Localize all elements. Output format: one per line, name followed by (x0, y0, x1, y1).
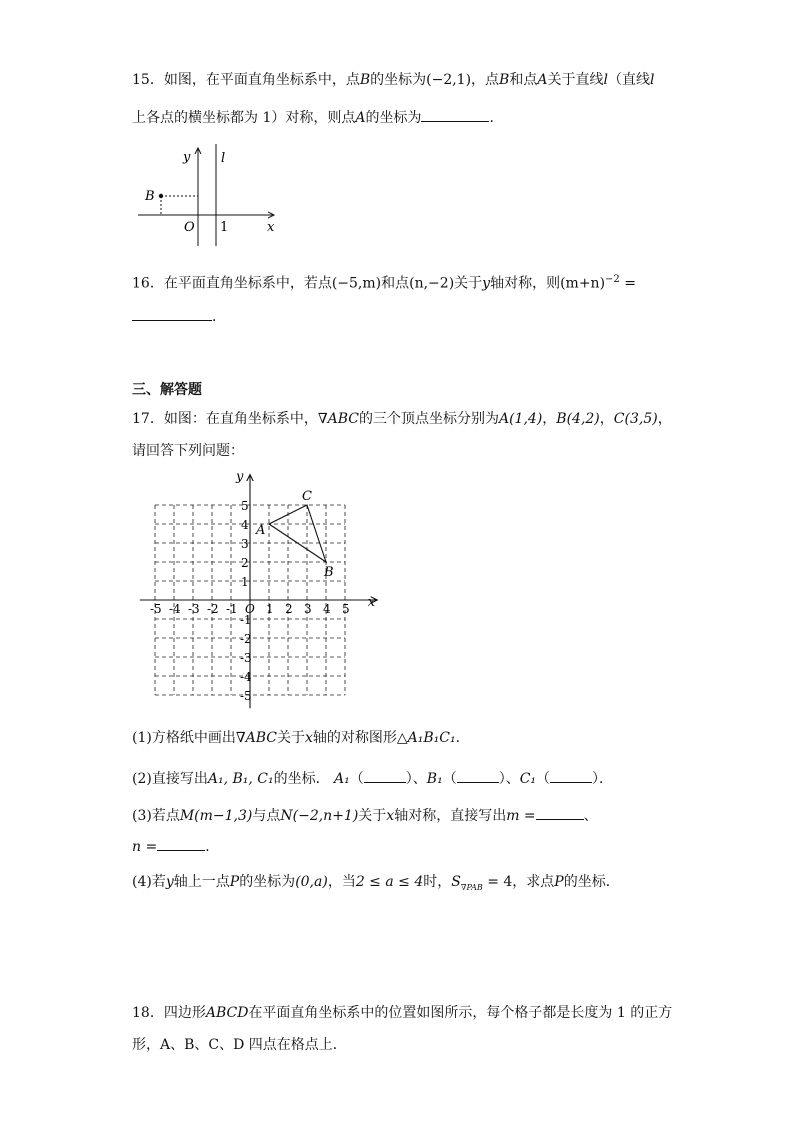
q17-n-blank[interactable] (157, 836, 205, 851)
x-tick-label: -3 (188, 602, 200, 616)
q16-line-1: 16．在平面直角坐标系中，若点(−5,m)和点(n,−2)关于y轴对称，则$(m+n)^{-2}$ = (132, 274, 636, 292)
x-tick-label: -2 (207, 602, 219, 616)
y-axis-label: y (236, 469, 244, 485)
q15-label-l: l (221, 151, 226, 166)
y-tick-label: 5 (241, 499, 249, 513)
q15-coord-b: (−2,1) (426, 72, 472, 88)
q15-point-b (159, 194, 163, 198)
q17-number: 17． (132, 411, 164, 427)
q17-b1-blank[interactable] (457, 768, 499, 783)
y-tick-label: 1 (241, 575, 249, 589)
q15-label-1: 1 (220, 220, 229, 235)
q17-m-blank[interactable] (536, 805, 584, 820)
x-tick-label: 1 (266, 602, 274, 616)
q18-line-2: 形，A、B、C、D 四点在格点上． (132, 1037, 347, 1053)
q15-figure (134, 142, 294, 252)
q18-number: 18． (132, 1005, 164, 1021)
q17-a1-blank[interactable] (364, 768, 406, 783)
y-tick-label: 2 (241, 556, 249, 570)
q15-answer-blank[interactable] (421, 107, 489, 122)
x-axis-label: x (367, 595, 376, 610)
q15-number: 15． (132, 72, 164, 88)
y-tick-label: 4 (241, 518, 249, 532)
section-title: 三、解答题 (132, 382, 202, 398)
q15-label-x: x (267, 220, 275, 235)
q17-line-2: 请回答下列问题： (132, 443, 244, 459)
q17-part-2: (2)直接写出A₁, B₁, C₁的坐标． A₁（ ）、B₁（ ）、C₁（ ）． (132, 768, 613, 789)
x-tick-label: -5 (150, 602, 162, 616)
q17-line-1: 17．如图：在直角坐标系中，∇ABC的三个顶点坐标分别为A(1,4)，B(4,2)，C(3,5)， (132, 411, 672, 427)
q15-label-b: B (145, 189, 155, 204)
y-tick-label: -4 (240, 670, 252, 684)
x-tick-label: 5 (342, 602, 350, 616)
x-tick-label: 4 (323, 602, 331, 616)
triangle-abc (269, 505, 326, 562)
q16-number: 16． (132, 275, 164, 292)
y-tick-label: -3 (240, 651, 252, 665)
q18-line-1: 18．四边形ABCD在平面直角坐标系中的位置如图所示，每个格子都是长度为 1 的正方 (132, 1005, 673, 1021)
y-tick-label: -2 (240, 632, 252, 646)
q15-label-o: O (184, 220, 195, 235)
x-tick-label: -4 (169, 602, 181, 616)
origin-label: O (245, 602, 255, 616)
q17-c1-blank[interactable] (550, 768, 592, 783)
q17-part-3: (3)若点M(m−1,3)与点N(−2,n+1)关于x轴对称，直接写出m = 、 (132, 805, 598, 826)
vertex-label-c: C (302, 489, 312, 504)
q17-part-1: (1)方格纸中画出∇ABC关于x轴的对称图形△A₁B₁C₁． (132, 730, 470, 746)
x-tick-label: 3 (304, 602, 312, 616)
vertex-label-a: A (256, 523, 266, 538)
q16-answer-blank[interactable] (132, 306, 212, 321)
q15-label-y: y (183, 150, 191, 165)
x-tick-label: 2 (285, 602, 293, 616)
q17-grid-figure (130, 466, 380, 711)
q16-line-2: ． (132, 306, 226, 327)
vertex-label-b: B (324, 565, 334, 580)
y-tick-label: -1 (240, 613, 252, 627)
x-tick-label: -1 (226, 602, 238, 616)
q17-part-4: (4)若y轴上一点P的坐标为(0,a)，当2 ≤ a ≤ 4时，$S_{\nabla PAB} = 4$，求点P的坐标． (132, 874, 620, 892)
q15-line-2: 上各点的横坐标都为 1）对称，则点A的坐标为 ． (132, 107, 503, 128)
q15-line-1: 15．如图，在平面直角坐标系中，点B的坐标为(−2,1)，点B和点A关于直线l（直线l (132, 72, 655, 88)
y-tick-label: -5 (240, 689, 252, 703)
y-tick-label: 3 (241, 537, 249, 551)
q17-part-3b: n = ． (132, 836, 219, 857)
